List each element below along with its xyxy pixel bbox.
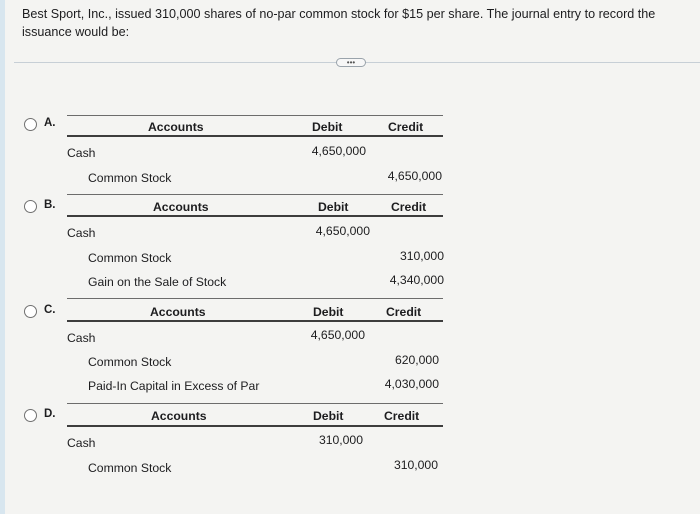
header-debit: Debit bbox=[313, 409, 344, 423]
option-c-radio[interactable] bbox=[24, 305, 37, 318]
header-accounts: Accounts bbox=[153, 200, 209, 214]
header-credit: Credit bbox=[386, 305, 422, 319]
debit-cell: 4,650,000 bbox=[310, 328, 365, 342]
option-d-radio[interactable] bbox=[24, 409, 37, 422]
account-cell: Common Stock bbox=[88, 251, 172, 265]
account-cell: Cash bbox=[67, 226, 96, 240]
header-rule bbox=[67, 215, 443, 217]
option-a-radio[interactable] bbox=[24, 118, 37, 131]
option-b-radio[interactable] bbox=[24, 200, 37, 213]
header-accounts: Accounts bbox=[150, 305, 206, 319]
account-cell: Common Stock bbox=[88, 355, 172, 369]
credit-cell: 620,000 bbox=[394, 353, 439, 367]
left-accent-bar bbox=[0, 0, 5, 514]
table-top-rule bbox=[67, 298, 443, 299]
header-accounts: Accounts bbox=[148, 120, 204, 134]
option-b-letter: B. bbox=[44, 199, 56, 211]
table-top-rule bbox=[67, 194, 443, 195]
table-top-rule bbox=[67, 115, 443, 116]
option-a-letter: A. bbox=[44, 117, 56, 129]
question-text: Best Sport, Inc., issued 310,000 shares of no-par common stock for $15 per share. The journal entry to record the issuance would be: bbox=[22, 7, 656, 39]
account-cell: Cash bbox=[67, 436, 96, 450]
debit-cell: 4,650,000 bbox=[311, 144, 366, 158]
option-c-letter: C. bbox=[44, 304, 56, 316]
header-rule bbox=[67, 425, 443, 427]
account-cell: Paid-In Capital in Excess of Par bbox=[88, 379, 260, 393]
header-credit: Credit bbox=[391, 200, 427, 214]
debit-cell: 310,000 bbox=[318, 433, 363, 447]
credit-cell: 4,030,000 bbox=[384, 377, 439, 391]
debit-cell: 4,650,000 bbox=[315, 224, 370, 238]
header-credit: Credit bbox=[384, 409, 420, 423]
header-debit: Debit bbox=[313, 305, 344, 319]
header-debit: Debit bbox=[318, 200, 349, 214]
account-cell: Cash bbox=[67, 331, 96, 345]
header-debit: Debit bbox=[312, 120, 343, 134]
table-top-rule bbox=[67, 403, 443, 404]
credit-cell: 310,000 bbox=[393, 458, 438, 472]
account-cell: Cash bbox=[67, 146, 96, 160]
header-rule bbox=[67, 320, 443, 322]
account-cell: Common Stock bbox=[88, 171, 172, 185]
account-cell: Common Stock bbox=[88, 461, 172, 475]
header-rule bbox=[67, 135, 443, 137]
credit-cell: 4,650,000 bbox=[387, 169, 442, 183]
account-cell: Gain on the Sale of Stock bbox=[88, 275, 227, 289]
divider-expand-handle[interactable]: ••• bbox=[336, 58, 366, 67]
credit-cell: 310,000 bbox=[399, 249, 444, 263]
credit-cell: 4,340,000 bbox=[389, 273, 444, 287]
header-accounts: Accounts bbox=[151, 409, 207, 423]
option-d-letter: D. bbox=[44, 408, 56, 420]
header-credit: Credit bbox=[388, 120, 424, 134]
